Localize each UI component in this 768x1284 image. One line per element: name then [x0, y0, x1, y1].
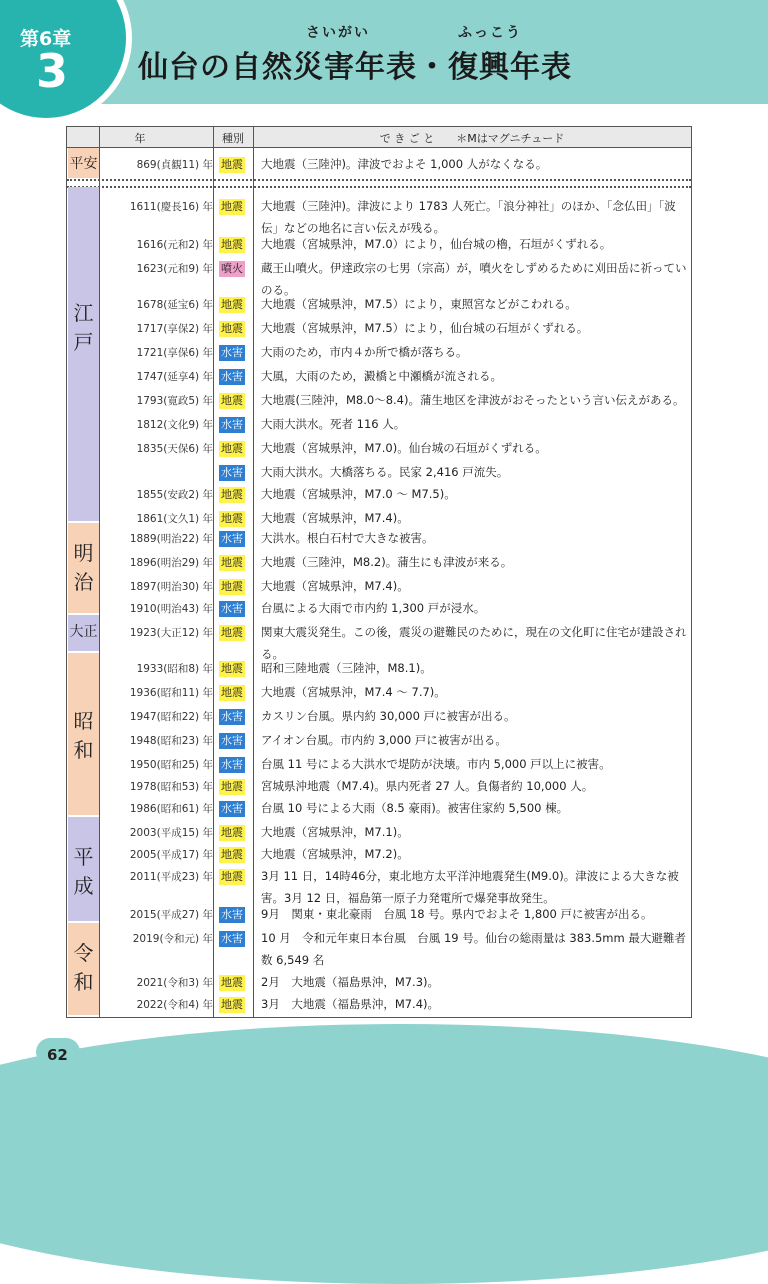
ruby-fukkou: ふっこう — [458, 25, 522, 41]
disaster-type-badge: 地震 — [221, 848, 243, 861]
row-event: 大雨大洪水。大橋落ちる。民家 2,416 戸流失。 — [261, 465, 509, 479]
footer-band — [0, 1024, 768, 1284]
disaster-type-badge: 地震 — [221, 780, 243, 793]
row-event: 2月 大地震（福島県沖，M7.3)。 — [261, 975, 440, 989]
disaster-type-badge: 水害 — [221, 908, 243, 921]
col-type-header: 種別 — [222, 132, 244, 145]
row-event: 3月 11 日，14時46分，東北地方太平洋沖地震発生(M9.0)。津波による大きな被害。3月 12 日，福島第一原子力発電所で爆発事故発生。 — [261, 869, 679, 905]
row-year: 1889(明治22) 年 — [129, 533, 213, 545]
row-year: 2021(令和3) 年 — [136, 977, 213, 989]
row-event: 大地震（三陸沖，M8.2)。蒲生にも津波が来る。 — [261, 555, 513, 569]
row-year: 2019(令和元) 年 — [132, 933, 213, 945]
row-year: 1812(文化9) 年 — [136, 419, 213, 431]
era-heisei — [68, 817, 99, 921]
row-year: 1948(昭和23) 年 — [129, 735, 213, 747]
chapter-badge — [0, 0, 132, 124]
row-event: カスリン台風。県内約 30,000 戸に被害が出る。 — [261, 709, 516, 723]
row-event: 大地震（宮城県沖，M7.4)。 — [261, 511, 409, 525]
row-event: 大雨大洪水。死者 116 人。 — [261, 417, 406, 431]
disaster-type-badge: 水害 — [221, 932, 243, 945]
disaster-type-badge: 水害 — [221, 370, 243, 383]
row-event: 宮城県沖地震（M7.4)。県内死者 27 人。負傷者約 10,000 人。 — [261, 779, 594, 793]
row-year: 869(貞観11) 年 — [136, 159, 213, 171]
row-year: 1835(天保6) 年 — [136, 443, 213, 455]
disaster-type-badge: 地震 — [221, 512, 243, 525]
row-event: 大地震（宮城県沖，M7.4)。 — [261, 579, 409, 593]
disaster-type-badge: 地震 — [221, 580, 243, 593]
disaster-type-badge: 水害 — [221, 532, 243, 545]
row-year: 1616(元和2) 年 — [136, 239, 213, 251]
row-event: 台風による大雨で市内約 1,300 戸が浸水。 — [261, 601, 486, 615]
divider — [253, 127, 254, 1017]
era-label: 令和 — [73, 941, 94, 994]
row-event: 大洪水。根白石村で大きな被害。 — [261, 531, 434, 545]
row-year: 1978(昭和53) 年 — [129, 781, 213, 793]
disaster-type-badge: 地震 — [221, 200, 243, 213]
era-meiji — [68, 523, 99, 613]
disaster-type-badge: 水害 — [221, 802, 243, 815]
page-number: 62 — [47, 1046, 68, 1064]
col-event-header: で き ご と ＊Mはマグニチュード — [379, 132, 565, 145]
era-label: 明治 — [73, 541, 94, 594]
row-event: 3月 大地震（福島県沖，M7.4)。 — [261, 997, 440, 1011]
chapter-number: 3 — [36, 44, 69, 98]
disaster-type-badge: 地震 — [221, 298, 243, 311]
row-year: 1747(延享4) 年 — [136, 371, 213, 383]
row-event: 大地震（宮城県沖，M7.5）により，東照宮などがこわれる。 — [261, 297, 577, 311]
row-year: 2022(令和4) 年 — [136, 999, 213, 1011]
disaster-type-badge: 地震 — [221, 870, 243, 883]
disaster-type-badge: 地震 — [221, 626, 243, 639]
disaster-type-badge: 水害 — [221, 758, 243, 771]
disaster-type-badge: 水害 — [221, 602, 243, 615]
row-year: 1623(元和9) 年 — [136, 263, 213, 275]
row-year: 1947(昭和22) 年 — [129, 711, 213, 723]
row-event: 大地震（宮城県沖，M7.0 ～ M7.5)。 — [261, 487, 456, 501]
row-event: 昭和三陸地震（三陸沖，M8.1)。 — [261, 661, 432, 675]
row-year: 1923(大正12) 年 — [129, 627, 213, 639]
disaster-type-badge: 地震 — [221, 998, 243, 1011]
row-event: 大地震（宮城県沖，M7.0)。仙台城の石垣がくずれる。 — [261, 441, 547, 455]
row-event: 10 月 令和元年東日本台風 台風 19 号。仙台の総雨量は 383.5mm 最大避難者数 6,549 名 — [261, 931, 686, 967]
disaster-type-badge: 地震 — [221, 976, 243, 989]
era-taisho — [68, 615, 99, 651]
disaster-type-badge: 地震 — [221, 662, 243, 675]
disaster-type-badge: 水害 — [221, 346, 243, 359]
era-heian — [68, 148, 99, 178]
era-edo — [68, 187, 99, 521]
row-year: 1936(昭和11) 年 — [129, 687, 213, 699]
row-event: 大雨のため，市内４か所で橋が落ちる。 — [261, 345, 468, 359]
row-event: 大地震（宮城県沖，M7.1)。 — [261, 825, 409, 839]
row-event: 関東大震災発生。この後，震災の避難民のために，現在の文化町に住宅が建設される。 — [261, 625, 687, 661]
era-showa — [68, 653, 99, 815]
row-event: 9月 関東・東北豪雨 台風 18 号。県内でおよそ 1,800 戸に被害が出る。 — [261, 907, 653, 921]
era-label: 大正 — [69, 624, 98, 640]
row-year: 1721(享保6) 年 — [136, 347, 213, 359]
disaster-timeline-table — [66, 126, 692, 1018]
row-year: 1910(明治43) 年 — [129, 603, 213, 615]
row-year: 1950(昭和25) 年 — [129, 759, 213, 771]
disaster-type-badge: 地震 — [221, 442, 243, 455]
row-year: 2015(平成27) 年 — [129, 909, 213, 921]
row-event: 大地震（宮城県沖，M7.2)。 — [261, 847, 409, 861]
row-year: 1855(安政2) 年 — [136, 489, 213, 501]
col-year-header: 年 — [134, 132, 146, 145]
row-event: 大地震（宮城県沖，M7.5）により，仙台城の石垣がくずれる。 — [261, 321, 589, 335]
row-year: 1678(延宝6) 年 — [136, 299, 213, 311]
row-year: 1861(文久1) 年 — [136, 513, 213, 525]
disaster-type-badge: 水害 — [221, 734, 243, 747]
disaster-type-badge: 地震 — [221, 488, 243, 501]
disaster-type-badge: 水害 — [221, 418, 243, 431]
era-label: 平安 — [69, 156, 98, 172]
row-event: 蔵王山噴火。伊達政宗の七男（宗高）が，噴火をしずめるために刈田岳に祈っていのる。 — [261, 261, 687, 297]
row-year: 1933(昭和8) 年 — [136, 663, 213, 675]
era-label: 平成 — [73, 845, 94, 898]
era-label: 昭和 — [73, 709, 94, 762]
disaster-type-badge: 地震 — [221, 686, 243, 699]
disaster-type-badge: 地震 — [221, 826, 243, 839]
disaster-type-badge: 地震 — [221, 238, 243, 251]
row-year: 2003(平成15) 年 — [129, 827, 213, 839]
table-header — [67, 127, 691, 148]
disaster-type-badge: 地震 — [221, 394, 243, 407]
row-year: 1611(慶長16) 年 — [129, 201, 213, 213]
chapter-label: 第6章 — [20, 28, 72, 50]
row-event: 大地震（宮城県沖，M7.4 ～ 7.7)。 — [261, 685, 446, 699]
row-event: 大地震（三陸沖)。津波でおよそ 1,000 人がなくなる。 — [261, 157, 548, 171]
row-year: 1717(享保2) 年 — [136, 323, 213, 335]
disaster-type-badge: 地震 — [221, 556, 243, 569]
era-label: 江戸 — [73, 301, 94, 354]
page-title: 仙台の自然災害年表・復興年表 — [138, 50, 572, 85]
row-year: 1986(昭和61) 年 — [129, 803, 213, 815]
divider — [99, 127, 100, 1017]
row-year: 1793(寛政5) 年 — [136, 395, 213, 407]
disaster-type-badge: 地震 — [221, 158, 243, 171]
row-event: 大地震（宮城県沖，M7.0）により，仙台城の櫓，石垣がくずれる。 — [261, 237, 612, 251]
row-event: 台風 10 号による大雨（8.5 豪雨)。被害住家約 5,500 棟。 — [261, 801, 569, 815]
row-year: 2011(平成23) 年 — [129, 871, 213, 883]
disaster-type-badge: 地震 — [221, 322, 243, 335]
row-event: 台風 11 号による大洪水で堤防が決壊。市内 5,000 戸以上に被害。 — [261, 757, 611, 771]
disaster-type-badge: 水害 — [221, 466, 243, 479]
era-reiwa — [68, 923, 99, 1015]
divider — [213, 127, 214, 1017]
disaster-type-badge: 噴火 — [221, 262, 243, 275]
row-year: 1896(明治29) 年 — [129, 557, 213, 569]
page-title-wrap — [138, 25, 572, 86]
disaster-type-badge: 水害 — [221, 710, 243, 723]
row-year: 1897(明治30) 年 — [129, 581, 213, 593]
dotted-separator — [67, 179, 691, 188]
row-event: 大風，大雨のため，澱橋と中瀬橋が流される。 — [261, 369, 503, 383]
row-event: 大地震（三陸沖)。津波により 1783 人死亡。「浪分神社」のほか、「念仏田」「波伝」などの地名に言い伝えが残る。 — [261, 199, 676, 235]
ruby-saigai: さいがい — [306, 25, 370, 41]
row-year: 2005(平成17) 年 — [129, 849, 213, 861]
row-event: 大地震(三陸沖，M8.0～8.4)。蒲生地区を津波がおそったという言い伝えがある。 — [261, 393, 685, 407]
row-event: アイオン台風。市内約 3,000 戸に被害が出る。 — [261, 733, 507, 747]
